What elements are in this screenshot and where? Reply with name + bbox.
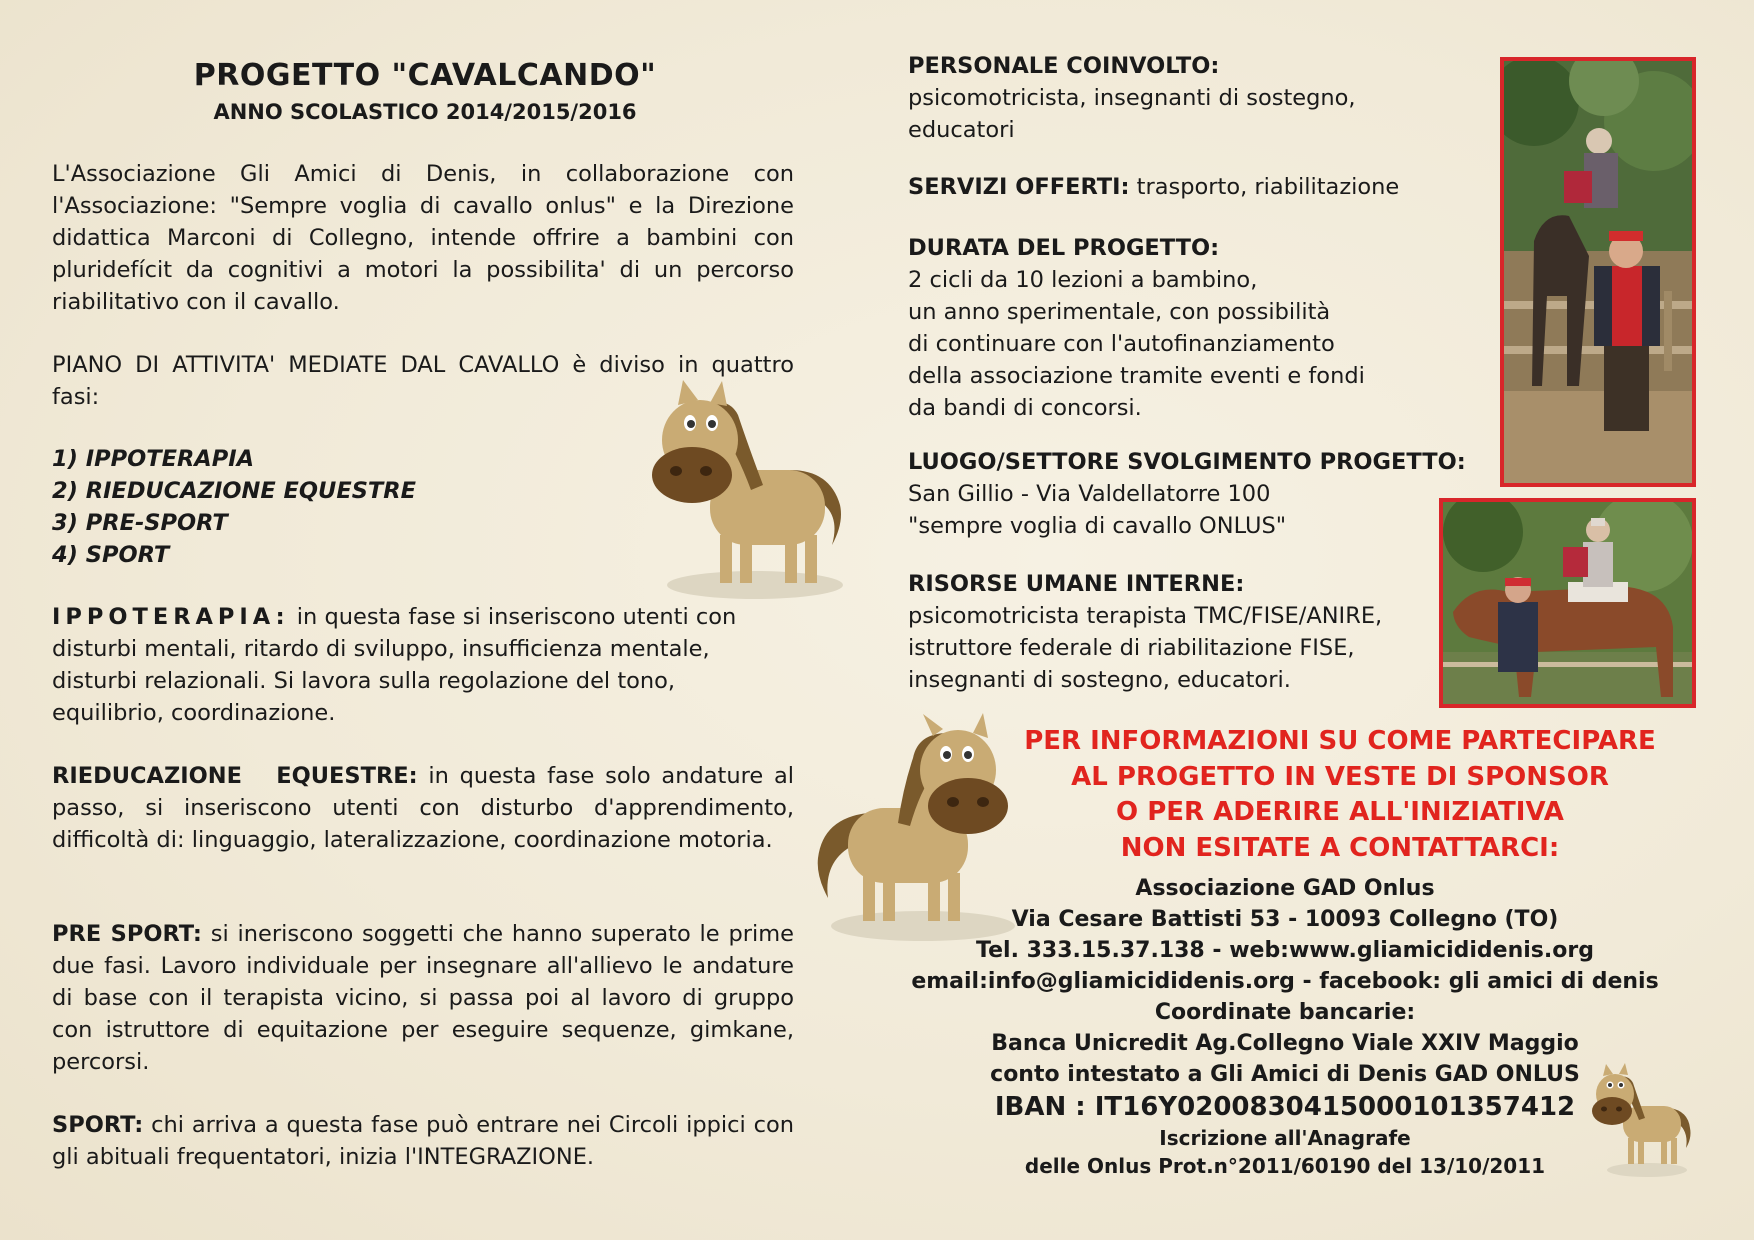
contact-block: [905, 873, 1665, 1180]
luogo-line: San Gillio - Via Valdellatorre 100: [908, 481, 1271, 507]
luogo-section: [908, 446, 1468, 542]
risorse-line: insegnanti di sostegno, educatori.: [908, 667, 1291, 693]
risorse-line: psicomotricista terapista TMC/FISE/ANIRE,: [908, 603, 1383, 629]
page-subtitle: ANNO SCOLASTICO 2014/2015/2016: [213, 100, 637, 124]
photo-riding-lesson: [1500, 57, 1696, 487]
photo-horse-walk: [1439, 498, 1696, 708]
photo-horse-walk-image: [1443, 502, 1692, 704]
phase-item: 3) PRE-SPORT: [52, 510, 228, 536]
ippoterapia-paragraph: [52, 601, 794, 729]
contact-email: email:info@gliamicididenis.org - facebook: gli amici di denis: [911, 969, 1659, 994]
contact-address: Via Cesare Battisti 53 - 10093 Collegno (TO): [1011, 907, 1559, 932]
iban: IBAN : IT16Y0200830415000101357412: [994, 1092, 1576, 1122]
luogo-line: "sempre voglia di cavallo ONLUS": [908, 513, 1287, 539]
servizi-text: trasporto, riabilitazione: [1129, 174, 1400, 200]
contact-org: Associazione GAD Onlus: [1135, 876, 1435, 901]
sport-text: chi arriva a questa fase può entrare nei Circoli ippici con gli abituali frequentatori, inizia l'INTEGRAZIONE.: [52, 1112, 794, 1170]
registry-line: delle Onlus Prot.n°2011/60190 del 13/10/2011: [1024, 1154, 1546, 1178]
cta-line: O PER ADERIRE ALL'INIZIATIVA: [1116, 797, 1564, 827]
horse-illustration: [640, 375, 865, 605]
durata-line: da bandi di concorsi.: [908, 395, 1142, 421]
presport-paragraph: [52, 918, 794, 1078]
personale-line: educatori: [908, 117, 1015, 143]
horse-illustration-small: [1585, 1060, 1695, 1180]
registry-line: Iscrizione all'Anagrafe: [1159, 1126, 1411, 1150]
ippoterapia-label: IPPOTERAPIA:: [52, 604, 290, 630]
cta-line: NON ESITATE A CONTATTARCI:: [1120, 832, 1560, 863]
sport-label: SPORT:: [52, 1112, 144, 1138]
rieducazione-text: in questa fase solo andature al passo, si inseriscono utenti con disturbo d'apprendimento, difficoltà di: linguaggio, lateralizzazione, coordinazione motoria.: [52, 763, 794, 853]
intro-paragraph: L'Associazione Gli Amici di Denis, in collaborazione con l'Associazione: "Sempre voglia di cavallo onlus" e la Direzione didattica Marconi di Collegno, intende offrire a bambini con pluridefícit da cognitivi a motori la possibilita' di un percorso riabilitativo con il cavallo.: [52, 161, 794, 315]
phase-item: 2) RIEDUCAZIONE EQUESTRE: [52, 478, 416, 504]
bank-name: Banca Unicredit Ag.Collegno Viale XXIV Maggio: [991, 1031, 1579, 1056]
durata-line: della associazione tramite eventi e fondi: [908, 363, 1365, 389]
ippoterapia-text: in questa fase si inseriscono utenti con disturbi mentali, ritardo di sviluppo, insufficienza mentale, disturbi relazionali. Si lavora sulla regolazione del tono, equilibrio, coordinazione.: [52, 604, 737, 726]
cta-line: PER INFORMAZIONI SU COME PARTECIPARE: [1024, 726, 1656, 756]
contact-tel: Tel. 333.15.37.138 - web:www.gliamicididenis.org: [976, 938, 1594, 963]
durata-line: un anno sperimentale, con possibilità: [908, 299, 1331, 325]
rieducazione-label: RIEDUCAZIONE EQUESTRE:: [52, 763, 418, 789]
risorse-label: RISORSE UMANE INTERNE:: [908, 571, 1245, 597]
photo-riding-lesson-image: [1504, 61, 1692, 483]
durata-section: [908, 232, 1468, 424]
servizi-section: [908, 171, 1468, 203]
personale-section: [908, 50, 1468, 146]
bank-account: conto intestato a Gli Amici di Denis GAD ONLUS: [990, 1062, 1580, 1087]
cta-line: AL PROGETTO IN VESTE DI SPONSOR: [1071, 761, 1609, 792]
servizi-label: SERVIZI OFFERTI:: [908, 174, 1130, 200]
durata-label: DURATA DEL PROGETTO:: [908, 235, 1220, 261]
presport-label: PRE SPORT:: [52, 921, 202, 947]
durata-line: di continuare con l'autofinanziamento: [908, 331, 1335, 357]
personale-label: PERSONALE COINVOLTO:: [908, 53, 1220, 79]
risorse-section: [908, 568, 1468, 696]
rieducazione-paragraph: [52, 760, 794, 856]
phase-item: 1) IPPOTERAPIA: [52, 446, 254, 472]
presport-text: si ineriscono soggetti che hanno superato le prime due fasi. Lavoro individuale per insegnare all'allievo le andature di base con il terapista vicino, si passa poi al lavoro di gruppo con istruttore di equitazione per eseguire sequenze, gimkane, percorsi.: [52, 921, 794, 1075]
risorse-line: istruttore federale di riabilitazione FISE,: [908, 635, 1355, 661]
cta-block: [960, 724, 1720, 866]
page-title: PROGETTO "CAVALCANDO": [193, 58, 657, 93]
durata-line: 2 cicli da 10 lezioni a bambino,: [908, 267, 1258, 293]
phases-list: [52, 443, 452, 571]
piano-paragraph: PIANO DI ATTIVITA' MEDIATE DAL CAVALLO è diviso in quattro fasi:: [52, 352, 794, 410]
bank-label: Coordinate bancarie:: [1154, 1000, 1416, 1025]
sport-paragraph: [52, 1109, 794, 1173]
luogo-label: LUOGO/SETTORE SVOLGIMENTO PROGETTO:: [908, 449, 1466, 475]
phase-item: 4) SPORT: [52, 542, 170, 568]
personale-line: psicomotricista, insegnanti di sostegno,: [908, 85, 1356, 111]
